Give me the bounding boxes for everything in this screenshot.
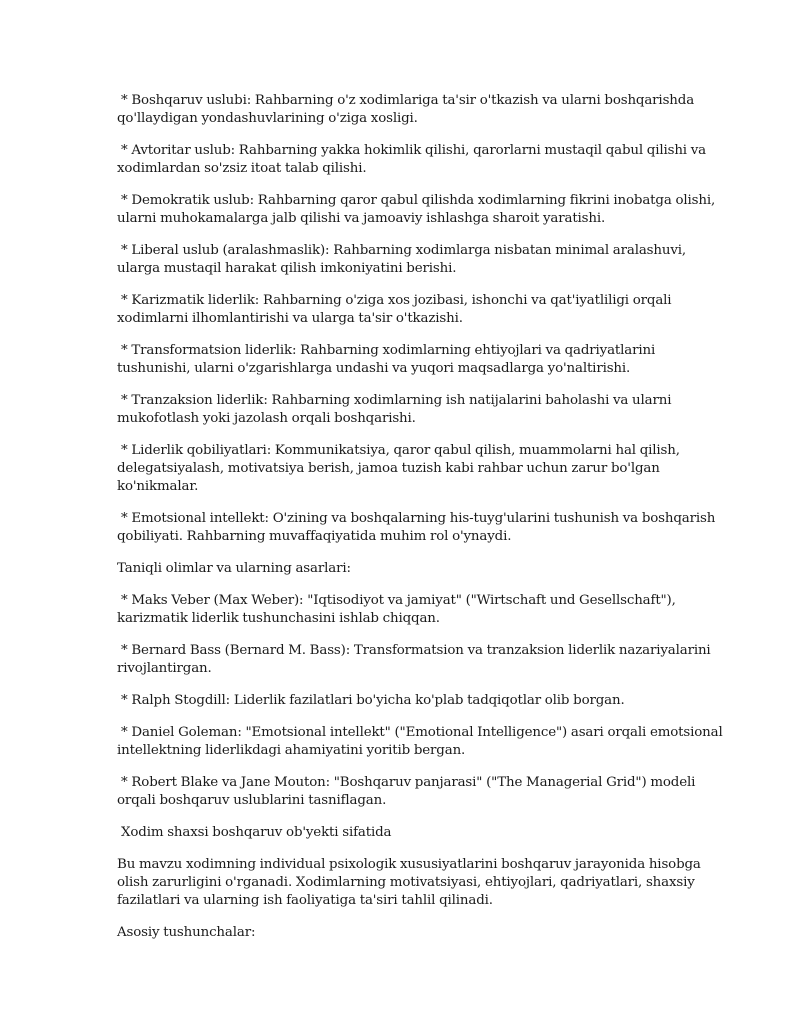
section-label-olimlar: Taniqli olimlar va ularning asarlari: <box>117 561 351 576</box>
bullet-boshqaruv-uslubi: * Boshqaruv uslubi: Rahbarning o'z xodimlariga ta'sir o'tkazish va ularni boshqarishda qo'llaydigan yondashuvlarining o'ziga xosligi. <box>117 93 695 126</box>
bullet-emotsional-intellekt: * Emotsional intellekt: O'zining va boshqalarning his-tuyg'ularini tushunish va boshqarish qobiliyati. Rahbarning muvaffaqiyatida muhim rol o'ynaydi. <box>117 511 716 544</box>
bullet-demokratik-uslub: * Demokratik uslub: Rahbarning qaror qabul qilishda xodimlarning fikrini inobatga olishi, ularni muhokamalarga jalb qilishi va jamoaviy ishlashga sharoit yaratishi. <box>117 193 716 226</box>
bullet-liderlik-qobiliyatlari: * Liderlik qobiliyatlari: Kommunikatsiya, qaror qabul qilish, muammolarni hal qilish, delegatsiyalash, motivatsiya berish, jamoa tuzish kabi rahbar uchun zarur bo'lgan ko'nikmalar. <box>117 443 680 494</box>
bullet-liberal-uslub: * Liberal uslub (aralashmaslik): Rahbarning xodimlarga nisbatan minimal aralashuvi, ularga mustaqil harakat qilish imkoniyatini berishi. <box>117 243 687 276</box>
bullet-karizmatik-liderlik: * Karizmatik liderlik: Rahbarning o'ziga xos jozibasi, ishonchi va qat'iyatliligi orqali xodimlarni ilhomlantirishi va ularga ta'sir o'tkazishi. <box>117 293 672 326</box>
bullet-transformatsion-liderlik: * Transformatsion liderlik: Rahbarning xodimlarning ehtiyojlari va qadriyatlarini tushunishi, ularni o'zgarishlarga undashi va yuqori maqsadlarga yo'naltirishi. <box>117 343 656 376</box>
bullet-ralph-stogdill: * Ralph Stogdill: Liderlik fazilatlari bo'yicha ko'plab tadqiqotlar olib borgan. <box>121 693 625 708</box>
bullet-bernard-bass: * Bernard Bass (Bernard M. Bass): Transformatsion va tranzaksion liderlik nazariyalarini rivojlantirgan. <box>117 643 711 676</box>
bullet-daniel-goleman: * Daniel Goleman: "Emotsional intellekt" ("Emotional Intelligence") asari orqali emotsional intellektning liderlikdagi ahamiyatini yoritib bergan. <box>117 725 723 758</box>
body-paragraph-xodim-shaxsi: Bu mavzu xodimning individual psixologik xususiyatlarini boshqaruv jarayonida hisobga olish zarurligini o'rganadi. Xodimlarning motivatsiyasi, ehtiyojlari, qadriyatlari, shaxsiy fazilatlari va ularning ish faoliyatiga ta'siri tahlil qilinadi. <box>117 857 701 908</box>
bullet-tranzaksion-liderlik: * Tranzaksion liderlik: Rahbarning xodimlarning ish natijalarini baholashi va ularni mukofotlash yoki jazolash orqali boshqarishi. <box>117 393 672 426</box>
bullet-maks-veber: * Maks Veber (Max Weber): "Iqtisodiyot va jamiyat" ("Wirtschaft und Gesellschaft"), karizmatik liderlik tushunchasini ishlab chiqqan. <box>117 593 676 626</box>
section-label-asosiy-tushunchalar: Asosiy tushunchalar: <box>117 925 256 940</box>
bullet-avtoritar-uslub: * Avtoritar uslub: Rahbarning yakka hokimlik qilishi, qarorlarni mustaqil qabul qilishi va xodimlardan so'zsiz itoat talab qilishi. <box>117 143 706 176</box>
section-heading-xodim-shaxsi: Xodim shaxsi boshqaruv ob'yekti sifatida <box>121 825 392 840</box>
bullet-blake-mouton: * Robert Blake va Jane Mouton: "Boshqaruv panjarasi" ("The Managerial Grid") modeli orqali boshqaruv uslublarini tasniflagan. <box>117 775 696 808</box>
